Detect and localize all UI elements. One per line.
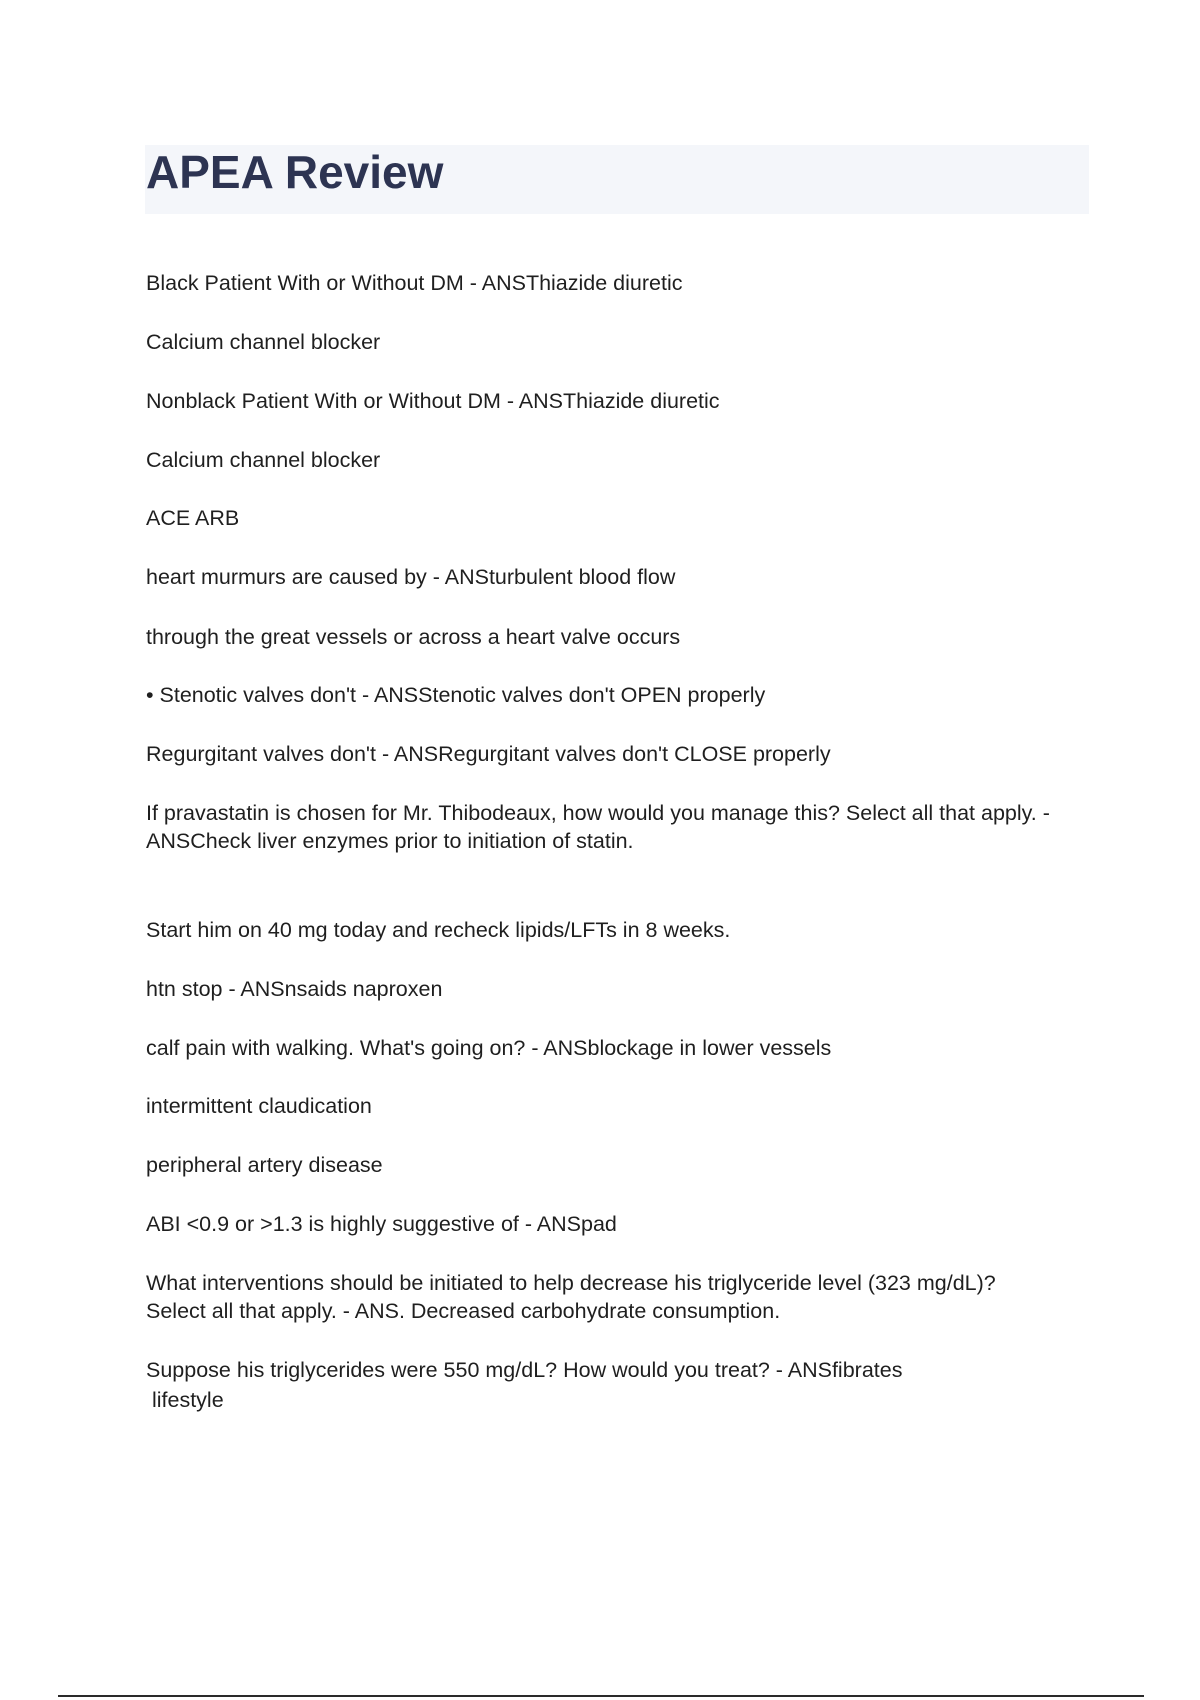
text-line: Start him on 40 mg today and recheck lipids/LFTs in 8 weeks. — [146, 918, 731, 942]
text-line: through the great vessels or across a heart valve occurs — [146, 625, 681, 649]
text-line: peripheral artery disease — [146, 1153, 383, 1177]
text-line: intermittent claudication — [146, 1094, 372, 1118]
text-line: ABI <0.9 or >1.3 is highly suggestive of - ANSpad — [146, 1212, 617, 1236]
text-line: ANSCheck liver enzymes prior to initiation of statin. — [146, 829, 634, 853]
text-line: ACE ARB — [146, 506, 240, 530]
text-line: htn stop - ANSnsaids naproxen — [146, 977, 443, 1001]
text-line: What interventions should be initiated to help decrease his triglyceride level (323 mg/dL)? — [146, 1271, 996, 1295]
text-line: Regurgitant valves don't - ANSRegurgitant valves don't CLOSE properly — [146, 742, 831, 766]
text-line: calf pain with walking. What's going on? - ANSblockage in lower vessels — [146, 1036, 832, 1060]
text-line: lifestyle — [146, 1388, 224, 1412]
text-line: Nonblack Patient With or Without DM - ANSThiazide diuretic — [146, 389, 720, 413]
text-line: Calcium channel blocker — [146, 330, 381, 354]
text-line: Calcium channel blocker — [146, 448, 381, 472]
text-line: heart murmurs are caused by - ANSturbulent blood flow — [146, 565, 676, 589]
text-line: Suppose his triglycerides were 550 mg/dL? How would you treat? - ANSfibrates — [146, 1358, 903, 1382]
footer-divider — [58, 1695, 1144, 1697]
text-line: Black Patient With or Without DM - ANSThiazide diuretic — [146, 271, 683, 295]
text-line: If pravastatin is chosen for Mr. Thibodeaux, how would you manage this? Select all that apply. - — [146, 801, 1050, 825]
text-line: • Stenotic valves don't - ANSStenotic valves don't OPEN properly — [146, 683, 766, 707]
text-line: Select all that apply. - ANS. Decreased carbohydrate consumption. — [146, 1299, 781, 1323]
document-title: APEA Review — [146, 146, 444, 198]
